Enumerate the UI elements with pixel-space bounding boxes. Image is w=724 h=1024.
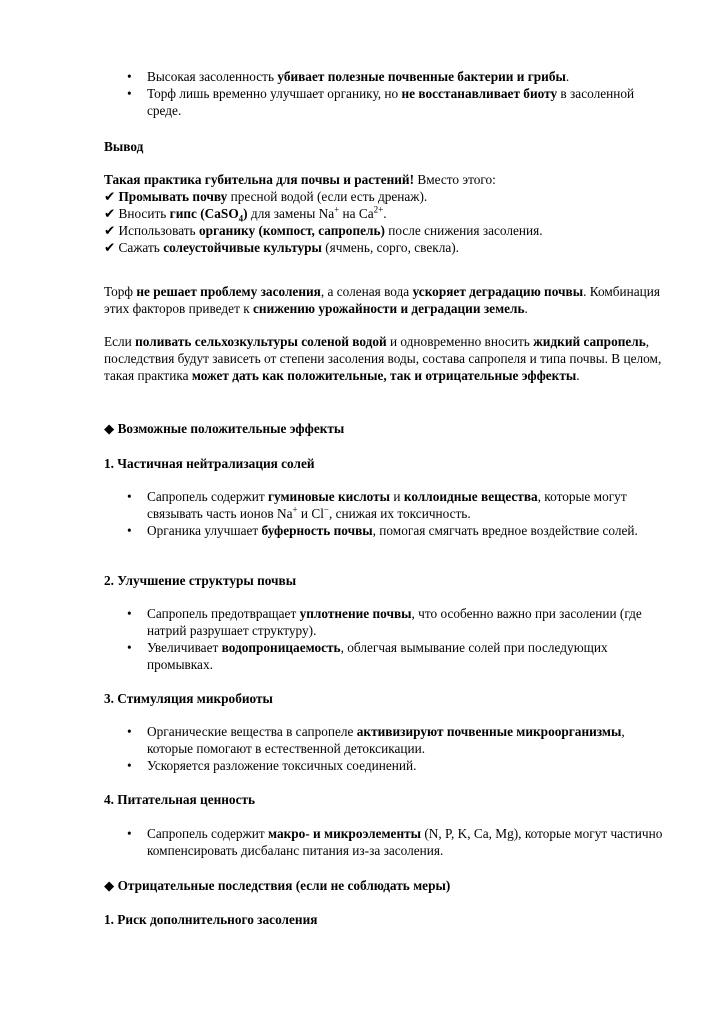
list-item: • Органика улучшает буферность почвы, помогая смягчать вредное воздействие солей.	[104, 522, 664, 539]
section-title: 3. Стимуляция микробиоты	[104, 691, 273, 706]
check-item: ✔ Использовать органику (компост, сапропель) после снижения засоления.	[104, 222, 664, 239]
list-item: • Сапропель содержит гуминовые кислоты и коллоидные вещества, которые могут связывать часть ионов Na+ и Cl−, снижая их токсичность.	[104, 488, 664, 522]
section-title: 4. Питательная ценность	[104, 792, 256, 807]
list-item: • Ускоряется разложение токсичных соединений.	[104, 757, 664, 774]
conclusion-heading: Вывод	[104, 139, 144, 154]
list-item: • Сапропель содержит макро- и микроэлементы (N, P, K, Ca, Mg), которые могут частично компенсировать дисбаланс питания из-за засоления.	[104, 825, 664, 859]
section-title: 1. Частичная нейтрализация солей	[104, 456, 315, 471]
check-item: ✔ Промывать почву пресной водой (если есть дренаж).	[104, 188, 664, 205]
section-title: 2. Улучшение структуры почвы	[104, 573, 297, 588]
section-list	[104, 488, 664, 539]
check-item: ✔ Сажать солеустойчивые культуры (ячмень, сорго, свекла).	[104, 239, 664, 256]
section-title: 1. Риск дополнительного засоления	[104, 912, 318, 927]
check-item: ✔ Вносить гипс (CaSO$_4$) для замены Na+ на $Ca^{2+}$.	[104, 205, 664, 222]
irrigation-paragraph: Если поливать сельхозкультуры соленой водой и одновременно вносить жидкий сапропель, последствия будут зависеть от степени засоления воды, состава сапропеля и типа почвы. В целом, такая практика может дать как положительные, так и отрицательные эффекты.	[104, 334, 662, 383]
conclusion-block	[104, 171, 664, 256]
section-list	[104, 605, 664, 673]
list-item: • Высокая засоленность убивает полезные почвенные бактерии и грибы.	[104, 68, 664, 85]
positive-effects-heading: ◆ Возможные положительные эффекты	[104, 420, 664, 437]
list-item: • Органические вещества в сапропеле активизируют почвенные микроорганизмы, которые помогают в естественной детоксикации.	[104, 723, 664, 757]
list-item: • Увеличивает водопроницаемость, облегчая вымывание солей при последующих промывках.	[104, 639, 664, 673]
conclusion-lead: Такая практика губительна для почвы и растений! Вместо этого:	[104, 172, 496, 187]
list-item: • Торф лишь временно улучшает органику, но не восстанавливает биоту в засоленной среде.	[104, 85, 664, 119]
section-list	[104, 723, 664, 774]
section-list	[104, 825, 664, 859]
salinity-effects-list	[104, 68, 664, 119]
negative-effects-heading: ◆ Отрицательные последствия (если не соблюдать меры)	[104, 877, 664, 894]
list-item: • Сапропель предотвращает уплотнение почвы, что особенно важно при засолении (где натрий разрушает структуру).	[104, 605, 664, 639]
peat-paragraph: Торф не решает проблему засоления, а соленая вода ускоряет деградацию почвы. Комбинация этих факторов приведет к снижению урожайности и деградации земель.	[104, 284, 661, 316]
